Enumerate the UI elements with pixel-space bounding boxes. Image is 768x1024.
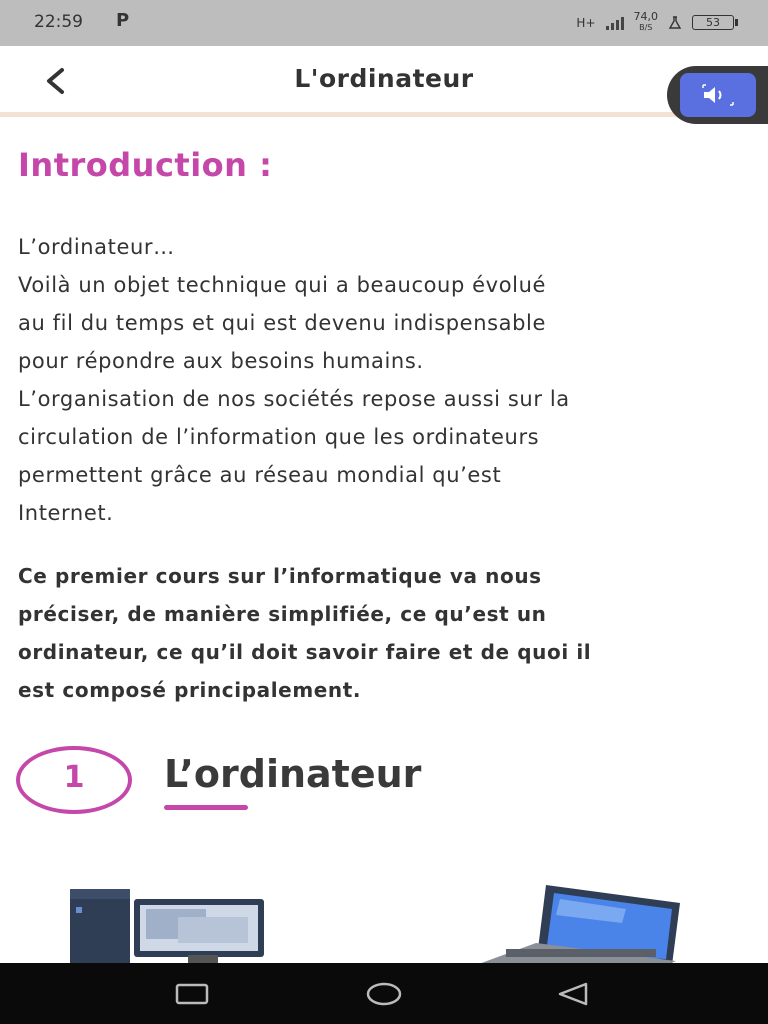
triangle-back-icon <box>560 984 586 1004</box>
paragraph-line: circulation de l’information que les ordinateurs <box>18 425 540 449</box>
battery-icon: 53 <box>692 15 734 30</box>
notification-icon: P <box>116 10 130 31</box>
speed-value: 74,0 <box>633 10 658 23</box>
paragraph-line: au fil du temps et qui est devenu indispensable <box>18 311 547 335</box>
speaker-icon <box>702 84 734 106</box>
status-indicators <box>576 12 734 33</box>
paragraph-line: Internet. <box>18 501 114 525</box>
paragraph-line: Voilà un objet technique qui a beaucoup évolué <box>18 273 547 297</box>
audio-button[interactable] <box>680 73 756 117</box>
section-number-badge: 1 <box>16 746 132 814</box>
back-nav-button[interactable] <box>554 981 594 1007</box>
paragraph-line: L’organisation de nos sociétés repose aussi sur la <box>18 387 570 411</box>
laptop-illustration <box>476 883 686 965</box>
desktop-computer-illustration <box>68 885 268 965</box>
paragraph-line: pour répondre aux besoins humains. <box>18 349 424 373</box>
flask-icon <box>668 16 682 30</box>
paragraph-line: permettent grâce au réseau mondial qu’est <box>18 463 502 487</box>
data-speed <box>634 12 659 33</box>
recents-button[interactable] <box>172 981 212 1007</box>
app-header <box>0 46 768 117</box>
summary-line: Ce premier cours sur l’informatique va nous <box>18 564 542 588</box>
paragraph-line: L’ordinateur… <box>18 235 175 259</box>
status-time: 22:59 <box>34 12 83 32</box>
summary-line: ordinateur, ce qu’il doit savoir faire et de quoi il <box>18 640 592 664</box>
section-underline <box>164 805 248 810</box>
speed-unit: B/S <box>639 23 653 32</box>
intro-paragraph <box>18 228 753 532</box>
audio-control <box>667 66 768 124</box>
summary-line: est composé principalement. <box>18 678 362 702</box>
status-bar <box>0 0 768 46</box>
system-nav-bar <box>0 963 768 1024</box>
network-type: H+ <box>576 15 596 30</box>
home-button[interactable] <box>364 981 404 1007</box>
signal-icon <box>606 16 624 30</box>
summary-line: préciser, de manière simplifiée, ce qu’est un <box>18 602 547 626</box>
section-title: L’ordinateur <box>164 752 422 796</box>
page-title: L'ordinateur <box>294 64 474 93</box>
summary-paragraph <box>18 557 753 709</box>
circle-icon <box>368 984 400 1004</box>
square-icon <box>177 985 207 1003</box>
intro-heading: Introduction : <box>18 146 273 184</box>
